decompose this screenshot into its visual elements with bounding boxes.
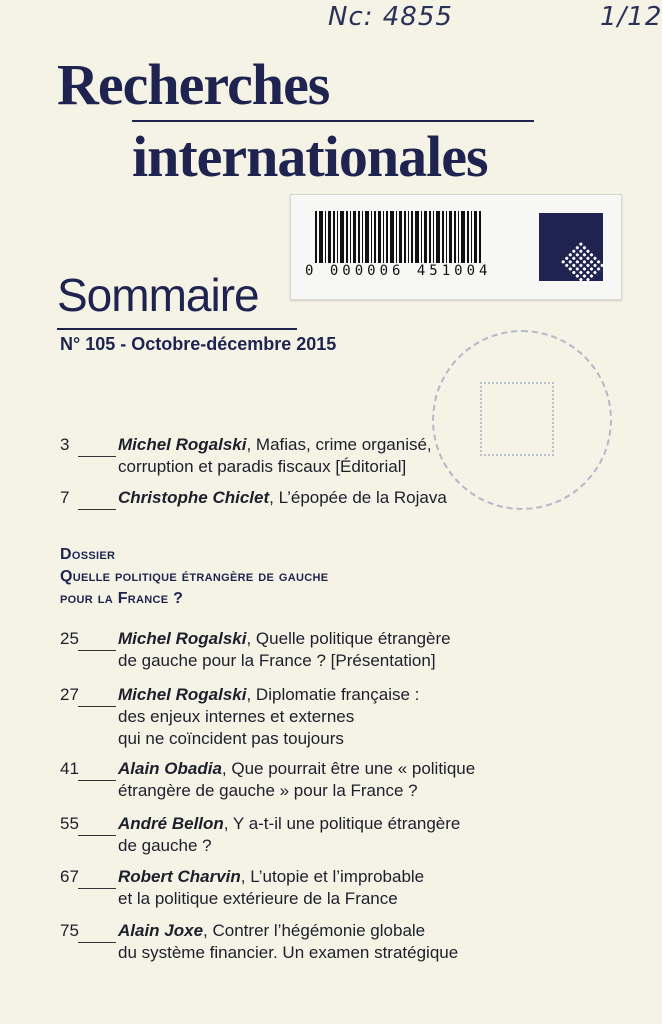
toc-title-cont: étrangère de gauche » pour la France ?: [118, 781, 418, 800]
toc-page-number: 75: [60, 921, 79, 940]
toc-author: Michel Rogalski: [118, 685, 247, 704]
toc-title: , Y a-t-il une politique étrangère: [223, 814, 461, 833]
handwritten-call-number: Nc: 4855: [328, 2, 453, 32]
toc-entry-text: [118, 920, 538, 964]
toc-author: André Bellon: [118, 814, 224, 833]
toc-title: , Diplomatie française :: [246, 685, 420, 704]
library-logo-icon: [539, 213, 603, 281]
dossier-title: Quelle politique étrangère de gauche: [60, 568, 329, 585]
toc-author: Michel Rogalski: [118, 435, 247, 454]
toc-title-cont: de gauche ?: [118, 836, 212, 855]
toc-title: , Quelle politique étrangère: [246, 629, 451, 648]
handwritten-fraction: 1/12: [600, 2, 662, 32]
barcode-icon: [315, 211, 525, 263]
journal-title-line1: Recherches: [57, 52, 330, 117]
toc-author: Alain Joxe: [118, 921, 204, 940]
toc-title-cont: corruption et paradis fiscaux [Éditorial]: [118, 457, 407, 476]
toc-title-cont: et la politique extérieure de la France: [118, 889, 398, 908]
toc-author: Robert Charvin: [118, 867, 241, 886]
toc-entry-text: [118, 684, 538, 750]
toc-author: Michel Rogalski: [118, 629, 247, 648]
library-stamp-icon: [432, 330, 612, 510]
toc-leader-line: [78, 509, 116, 510]
toc-page-number: 27: [60, 685, 79, 704]
sommaire-divider: [57, 328, 297, 330]
toc-leader-line: [78, 456, 116, 457]
dossier-label: Dossier: [60, 546, 116, 563]
toc-entry-text: [118, 434, 538, 478]
toc-title: , Mafias, crime organisé,: [246, 435, 432, 454]
toc-title-cont: des enjeux internes et externes: [118, 707, 355, 726]
issue-number: N° 105 - Octobre-décembre 2015: [60, 334, 337, 354]
toc-page-number: 67: [60, 867, 79, 886]
sommaire-heading: Sommaire: [57, 269, 259, 321]
toc-leader-line: [78, 888, 116, 889]
toc-title: , L’utopie et l’improbable: [240, 867, 425, 886]
toc-leader-line: [78, 650, 116, 651]
toc-title-cont: de gauche pour la France ? [Présentation]: [118, 651, 436, 670]
toc-entry-text: [118, 813, 538, 857]
dossier-heading: [60, 544, 328, 610]
library-barcode-label: [290, 194, 622, 300]
toc-page-number: 41: [60, 759, 79, 778]
toc-leader-line: [78, 706, 116, 707]
toc-title: , L’épopée de la Rojava: [269, 488, 447, 507]
toc-entry-text: [118, 866, 538, 910]
toc-leader-line: [78, 835, 116, 836]
dossier-title-cont: pour la France ?: [60, 590, 184, 607]
toc-author: Alain Obadia: [118, 759, 222, 778]
toc-title: , Que pourrait être une « politique: [221, 759, 476, 778]
toc-page-number: 25: [60, 629, 79, 648]
title-divider: [132, 120, 534, 122]
toc-title-cont: du système financier. Un examen stratégique: [118, 943, 459, 962]
journal-title-line2: internationales: [132, 124, 488, 189]
toc-leader-line: [78, 780, 116, 781]
toc-author: Christophe Chiclet: [118, 488, 270, 507]
toc-entry-text: [118, 758, 538, 802]
toc-title-cont: qui ne coïncident pas toujours: [118, 729, 344, 748]
toc-page-number: 3: [60, 435, 70, 454]
toc-page-number: 55: [60, 814, 79, 833]
toc-entry-text: [118, 628, 538, 672]
toc-page-number: 7: [60, 488, 70, 507]
barcode-number: 0 000006 451004: [305, 263, 492, 279]
toc-leader-line: [78, 942, 116, 943]
toc-entry-text: [118, 487, 538, 509]
toc-title: , Contrer l’hégémonie globale: [203, 921, 426, 940]
